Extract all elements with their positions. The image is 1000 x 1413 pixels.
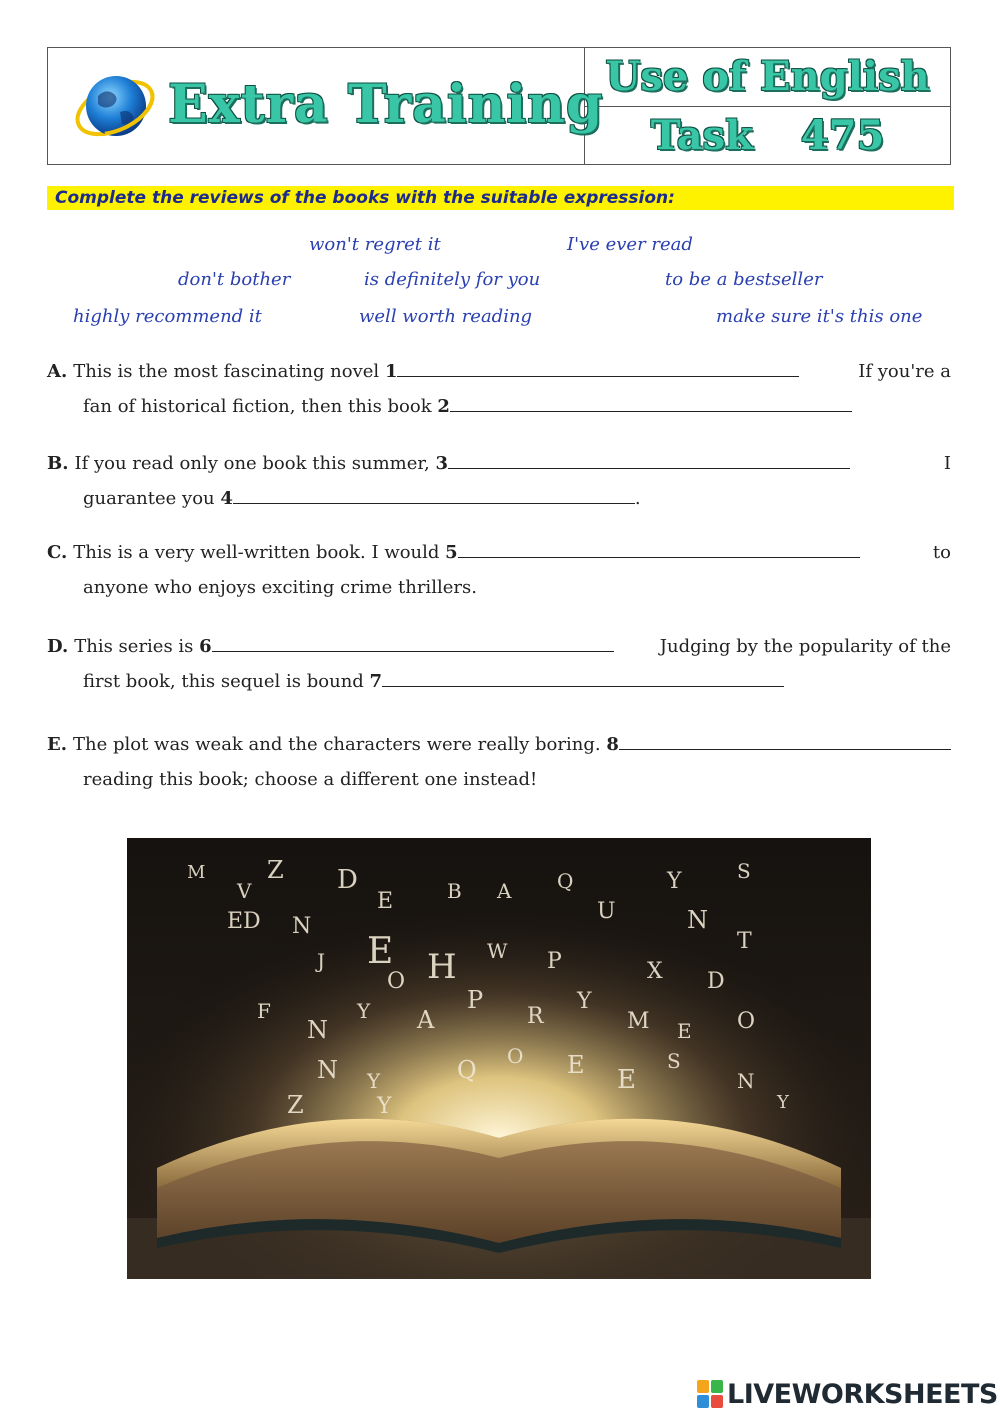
- gap-number: 7: [369, 671, 383, 692]
- word-bank-item: make sure it's this one: [716, 306, 923, 327]
- word-bank-item: is definitely for you: [364, 269, 541, 290]
- svg-text:E: E: [377, 889, 394, 914]
- review-e: [47, 727, 951, 797]
- svg-text:E: E: [617, 1065, 636, 1095]
- answer-blank-6[interactable]: [212, 633, 614, 652]
- header-title-cell: [48, 48, 604, 164]
- review-text: This is a very well-written book. I would: [73, 542, 440, 563]
- liveworksheets-logo-icon: [697, 1380, 723, 1408]
- word-bank-item: won't regret it: [309, 234, 441, 255]
- task-cell: [585, 106, 950, 165]
- gap-number: 6: [199, 636, 212, 657]
- review-text: Judging by the popularity of the: [659, 636, 951, 657]
- svg-text:T: T: [737, 929, 752, 954]
- svg-text:E: E: [367, 931, 394, 972]
- review-d: [47, 629, 951, 699]
- svg-text:N: N: [292, 914, 312, 939]
- svg-text:E: E: [567, 1051, 585, 1079]
- review-text: guarantee you: [83, 488, 215, 509]
- worksheet-title: Extra Training: [168, 74, 604, 135]
- book-picture: [127, 838, 871, 1279]
- svg-text:J: J: [317, 949, 326, 973]
- svg-text:S: S: [667, 1049, 681, 1073]
- svg-text:S: S: [737, 859, 751, 883]
- review-a: [47, 354, 951, 424]
- svg-text:A: A: [417, 1006, 435, 1034]
- gap-number: 3: [435, 453, 449, 474]
- svg-text:H: H: [427, 947, 457, 987]
- svg-text:Y: Y: [357, 999, 371, 1023]
- answer-blank-5[interactable]: [458, 539, 860, 558]
- header-info-cell: [585, 48, 950, 164]
- svg-text:Y: Y: [777, 1092, 789, 1113]
- answer-blank-2[interactable]: [450, 393, 852, 412]
- svg-text:R: R: [527, 1004, 544, 1029]
- gap-number: 1: [384, 361, 398, 382]
- gap-number: 8: [606, 734, 619, 755]
- svg-text:D: D: [707, 969, 725, 994]
- svg-text:P: P: [547, 949, 562, 974]
- review-c: [47, 535, 951, 605]
- svg-text:O: O: [737, 1009, 756, 1034]
- svg-text:A: A: [497, 879, 512, 903]
- svg-text:Y: Y: [667, 869, 682, 894]
- review-text: If you read only one book this summer,: [74, 453, 430, 474]
- svg-text:ED: ED: [227, 909, 261, 934]
- globe-icon: [70, 66, 160, 146]
- review-letter: D.: [47, 636, 69, 657]
- svg-text:Z: Z: [287, 1091, 304, 1119]
- review-text: I: [943, 453, 951, 474]
- svg-text:N: N: [687, 906, 708, 934]
- svg-text:X: X: [647, 959, 663, 984]
- svg-text:U: U: [597, 899, 616, 924]
- review-text: This series is: [74, 636, 194, 657]
- gap-number: 2: [437, 396, 450, 417]
- open-book-illustration: [127, 838, 871, 1279]
- review-text: reading this book; choose a different one instead!: [83, 769, 538, 790]
- review-text: .: [634, 488, 641, 509]
- answer-blank-7[interactable]: [382, 668, 784, 687]
- svg-text:B: B: [447, 879, 462, 903]
- task-label: Task: [650, 111, 753, 159]
- answer-blank-8[interactable]: [619, 731, 951, 750]
- word-bank-item: don't bother: [178, 269, 291, 290]
- review-letter: A.: [47, 361, 68, 382]
- svg-text:M: M: [627, 1009, 650, 1034]
- answer-blank-3[interactable]: [448, 450, 850, 469]
- answer-blank-4[interactable]: [233, 485, 635, 504]
- worksheet-header: [47, 47, 951, 165]
- svg-text:Q: Q: [457, 1056, 477, 1084]
- svg-text:Y: Y: [367, 1069, 381, 1093]
- review-letter: C.: [47, 542, 68, 563]
- review-text: The plot was weak and the characters were really boring.: [73, 734, 601, 755]
- svg-text:W: W: [487, 939, 508, 963]
- gap-number: 4: [220, 488, 233, 509]
- svg-text:Q: Q: [557, 869, 574, 893]
- svg-text:O: O: [387, 969, 406, 994]
- svg-text:P: P: [467, 986, 484, 1014]
- svg-text:E: E: [677, 1019, 692, 1043]
- svg-text:O: O: [507, 1044, 524, 1068]
- gap-number: 5: [445, 542, 458, 563]
- review-b: [47, 446, 951, 516]
- svg-text:Z: Z: [267, 856, 284, 884]
- review-text: to: [932, 542, 951, 563]
- word-bank-item: I've ever read: [567, 234, 693, 255]
- svg-text:N: N: [317, 1056, 338, 1084]
- word-bank-item: highly recommend it: [73, 306, 262, 327]
- svg-text:M: M: [187, 862, 206, 883]
- svg-text:Y: Y: [377, 1094, 392, 1119]
- svg-text:N: N: [737, 1069, 755, 1093]
- svg-text:N: N: [307, 1016, 328, 1044]
- review-text: This is the most fascinating novel: [73, 361, 380, 382]
- task-number: 475: [800, 111, 885, 159]
- subject-label: Use of English: [605, 53, 930, 101]
- review-letter: E.: [47, 734, 67, 755]
- footer-brand-text: LIVEWORKSHEETS: [727, 1378, 998, 1410]
- subject-cell: [585, 48, 950, 106]
- review-text: If you're a: [858, 361, 951, 382]
- word-bank-item: to be a bestseller: [665, 269, 823, 290]
- svg-text:Y: Y: [577, 989, 592, 1014]
- review-text: anyone who enjoys exciting crime thrillers.: [83, 577, 477, 598]
- footer-brand: [697, 1378, 998, 1410]
- review-letter: B.: [47, 453, 69, 474]
- svg-text:F: F: [257, 999, 271, 1023]
- review-text: first book, this sequel is bound: [83, 671, 364, 692]
- instruction-bar: Complete the reviews of the books with the suitable expression:: [47, 186, 954, 210]
- svg-text:V: V: [237, 879, 252, 903]
- review-text: fan of historical fiction, then this book: [83, 396, 432, 417]
- answer-blank-1[interactable]: [397, 358, 799, 377]
- svg-text:D: D: [337, 865, 358, 895]
- word-bank-item: well worth reading: [359, 306, 533, 327]
